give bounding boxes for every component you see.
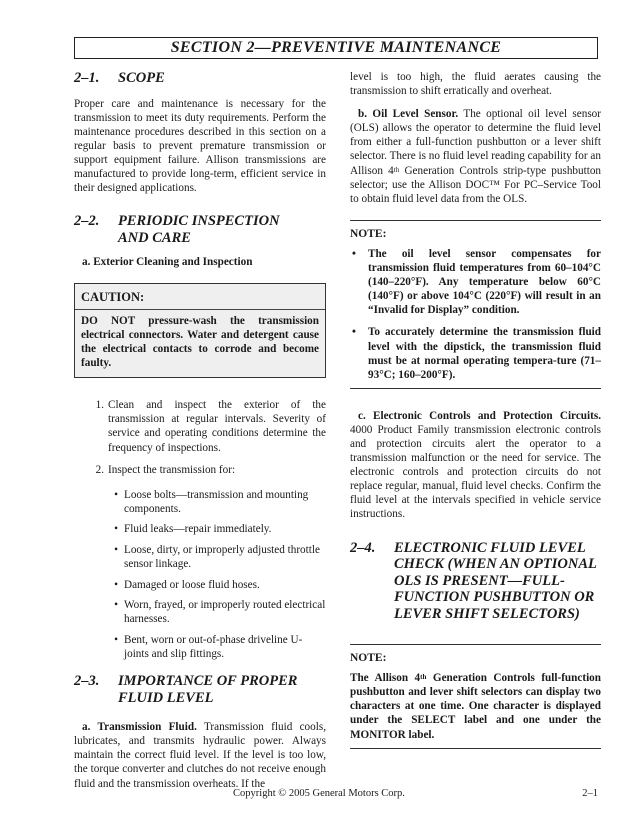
bullet-text: Worn, frayed, or improperly routed electrical harnesses.: [124, 599, 326, 626]
section-title: SECTION 2—PREVENTIVE MAINTENANCE: [74, 37, 598, 59]
step-number: 2.: [95, 463, 104, 476]
heading-text-line: OLS IS PRESENT—FULL-: [394, 572, 565, 589]
paragraph-body: Transmission fluid cools, lubricates, and transmits hydraulic power. Always maintain the correct fluid level. If the level is too low, the torque converter and clutches do not receive enough fluid and the transmission overheats. If the: [74, 721, 326, 790]
heading-text-line: ELECTRONIC FLUID LEVEL: [394, 539, 586, 556]
list-item: [74, 398, 326, 454]
note-title: NOTE:: [350, 227, 387, 240]
left-column: [74, 70, 326, 791]
step-text: Clean and inspect the exterior of the transmission at regular intervals. Severity of service and operating conditions determine the frequency of inspections.: [108, 399, 326, 454]
continued-paragraph: level is too high, the fluid aerates causing the transmission to shift erratically and overheat.: [350, 71, 601, 98]
note-text: The oil level sensor compensates for transmission fluid temperatures from 60–104°C (140–220°F). Any temperature below 60°C (140°F) or above 104°C (220°F) will result in an “Invalid for Display” condition.: [368, 247, 601, 317]
step-number: 1.: [95, 399, 104, 412]
heading-electronic-fluid-level-check: [350, 540, 601, 623]
heading-number: 2–3.: [74, 673, 100, 690]
heading-text-line: CHECK (WHEN AN OPTIONAL: [394, 556, 597, 573]
oil-level-sensor-paragraph: [350, 107, 601, 206]
caution-title: CAUTION:: [75, 289, 325, 310]
inspection-bullets: [74, 488, 326, 661]
page-number: 2–1: [582, 788, 598, 799]
heading-number: 2–2.: [74, 213, 100, 230]
list-item: [350, 325, 601, 381]
caution-box: [74, 283, 326, 378]
bullet-icon: •: [114, 488, 118, 501]
heading-text-line: PERIODIC INSPECTION: [118, 213, 280, 230]
right-column: [350, 70, 601, 749]
paragraph-body: 4000 Product Family transmission electronic controls and protection circuits alert the operator to a transmission malfunction or the need for service. The electronic controls and protection circuits do not replace regular, manual, fluid level checks. Confirm the fluid level at the intervals specified in vehicle service instructions.: [350, 423, 601, 521]
heading-text-line: FUNCTION PUSHBUTTON OR: [394, 589, 595, 606]
bullet-icon: •: [352, 326, 356, 339]
heading-text: SCOPE: [118, 70, 165, 86]
bullet-text: Loose bolts—transmission and mounting components.: [124, 488, 309, 515]
step-text: Inspect the transmission for:: [108, 463, 236, 476]
note-box: [350, 220, 601, 389]
inline-heading: b. Oil Level Sensor.: [358, 108, 459, 121]
heading-number: 2–4.: [350, 539, 376, 556]
list-item: [74, 522, 326, 536]
bullet-text: Bent, worn or out-of-phase driveline U-joints and slip fittings.: [124, 633, 303, 661]
heading-periodic-inspection: [74, 213, 326, 246]
note-box: [350, 644, 601, 749]
inspection-steps: [74, 398, 326, 476]
heading-importance-fluid-level: [74, 673, 326, 706]
heading-text-line: LEVER SHIFT SELECTORS): [394, 605, 580, 622]
copyright-text: Copyright © 2005 General Motors Corp.: [233, 788, 405, 799]
heading-text-line: FLUID LEVEL: [118, 689, 214, 706]
inline-heading: c. Electronic Controls and Protection Circuits.: [358, 409, 601, 422]
heading-scope: [74, 70, 326, 87]
transmission-fluid-paragraph: [74, 720, 326, 790]
note-text: The Allison 4th Generation Controls full-function pushbutton and lever shift selectors can display two characters at one time. One character is displayed under the SELECT label and one under the MONITOR label.: [350, 672, 601, 741]
bullet-icon: •: [114, 633, 118, 646]
bullet-text: Fluid leaks—repair immediately.: [124, 523, 272, 536]
list-item: [74, 633, 326, 661]
subheading-exterior-cleaning: a. Exterior Cleaning and Inspection: [82, 256, 253, 269]
list-item: [74, 578, 326, 592]
heading-text-line: IMPORTANCE OF PROPER: [118, 673, 298, 690]
bullet-icon: •: [114, 578, 118, 591]
note-text: To accurately determine the transmission fluid level with the dipstick, the transmission fluid must be at normal operating tempera-ture (71–93°C; 160–200°F).: [368, 326, 601, 381]
bullet-icon: •: [114, 544, 118, 556]
bullet-text: Loose, dirty, or improperly adjusted throttle sensor linkage.: [124, 544, 320, 571]
superscript: th: [420, 673, 427, 682]
list-item: [74, 543, 326, 571]
superscript: th: [393, 165, 400, 174]
bullet-text: Damaged or loose fluid hoses.: [124, 578, 260, 591]
list-item: [74, 463, 326, 477]
scope-paragraph: Proper care and maintenance is necessary for the transmission to meet its duty requirements. Perform the maintenance procedures described in this section on a regular basis to prevent premature transmission or support equipment failure. Allison transmissions are manufactured to provide long-term, efficient service in their designed applications.: [74, 97, 326, 195]
heading-number: 2–1.: [74, 70, 100, 86]
electronic-controls-paragraph: [350, 409, 601, 522]
note-title: NOTE:: [350, 652, 387, 665]
bullet-icon: •: [114, 599, 118, 612]
bullet-icon: •: [352, 247, 356, 260]
heading-text-line: AND CARE: [118, 229, 191, 246]
caution-text: DO NOT pressure-wash the transmission electrical connectors. Water and detergent cause the electrical contacts to corrode and become faulty.: [81, 315, 319, 370]
paragraph-body: Generation Controls strip-type pushbutton selector; use the Allison DOC™ For PC–Service Tool to obtain fluid level data from the OLS.: [350, 164, 602, 205]
paragraph-body: The optional oil level sensor (OLS) allows the operator to determine the fluid level from either a full-function pushbutton or a lever shift selector. There is no fluid level reading capability for an Allison 4: [350, 108, 601, 177]
inline-heading: a. Transmission Fluid.: [82, 721, 197, 734]
bullet-icon: •: [114, 523, 118, 536]
list-item: [350, 247, 601, 317]
list-item: [74, 488, 326, 516]
list-item: [74, 598, 326, 626]
